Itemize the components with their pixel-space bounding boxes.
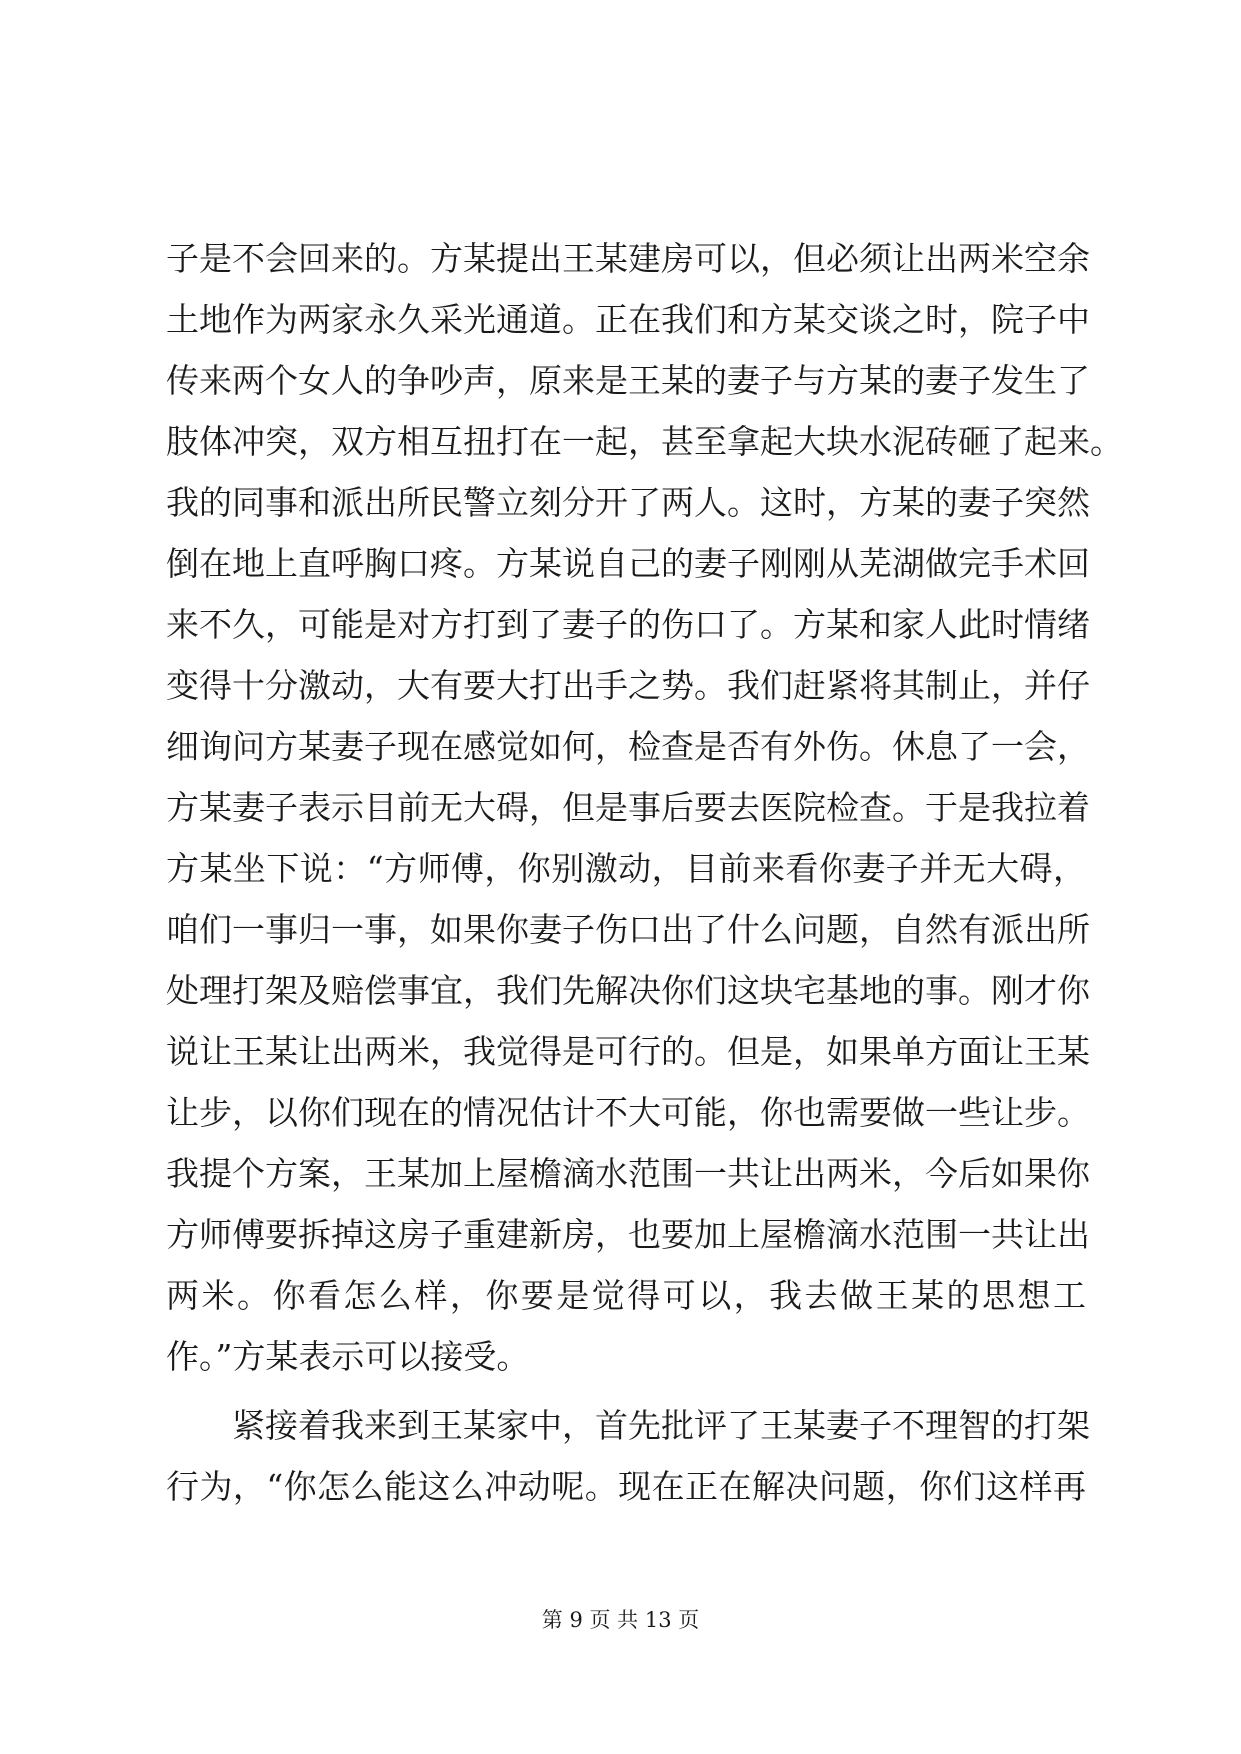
text-line: 我提个方案，王某加上屋檐滴水范围一共让出两米，今后如果你 [166, 1154, 1090, 1193]
text-line: 倒在地上直呼胸口疼。方某说自己的妻子刚刚从芜湖做完手术回 [166, 544, 1090, 583]
text-line: 细询问方某妻子现在感觉如何，检查是否有外伤。休息了一会， [166, 727, 1090, 766]
text-line: 方某妻子表示目前无大碍，但是事后要去医院检查。于是我拉着 [166, 788, 1090, 827]
paragraph-gap [166, 1387, 1086, 1395]
text-line: 紧接着我来到王某家中，首先批评了王某妻子不理智的打架 [232, 1406, 1090, 1445]
text-line: 让步，以你们现在的情况估计不大可能，你也需要做一些让步。 [166, 1093, 1090, 1132]
text-line: 方某坐下说：“方师傅，你别激动，目前来看你妻子并无大碍， [166, 849, 1086, 888]
text-line: 行为，“你怎么能这么冲动呢。现在正在解决问题，你们这样再 [166, 1467, 1086, 1506]
text-line: 处理打架及赔偿事宜，我们先解决你们这块宅基地的事。刚才你 [166, 971, 1090, 1010]
text-line: 子是不会回来的。方某提出王某建房可以，但必须让出两米空余 [166, 239, 1090, 278]
text-line: 土地作为两家永久采光通道。正在我们和方某交谈之时，院子中 [166, 300, 1090, 339]
text-line: 传来两个女人的争吵声，原来是王某的妻子与方某的妻子发生了 [166, 361, 1090, 400]
page-footer: 第 9 页 共 13 页 [541, 1608, 700, 1632]
text-line: 肢体冲突，双方相互扭打在一起，甚至拿起大块水泥砖砸了起来。 [166, 422, 1123, 461]
text-line: 两米。你看怎么样，你要是觉得可以，我去做王某的思想工 [166, 1276, 1086, 1315]
paragraph [166, 228, 1123, 1387]
text-line: 说让王某让出两米，我觉得是可行的。但是，如果单方面让王某 [166, 1032, 1090, 1071]
body-text [166, 228, 1123, 1517]
text-line: 咱们一事归一事，如果你妻子伤口出了什么问题，自然有派出所 [166, 910, 1090, 949]
text-line: 作。”方某表示可以接受。 [166, 1337, 530, 1376]
text-line: 变得十分激动，大有要大打出手之势。我们赶紧将其制止，并仔 [166, 666, 1090, 705]
text-line: 来不久，可能是对方打到了妻子的伤口了。方某和家人此时情绪 [166, 605, 1090, 644]
paragraph [166, 1395, 1090, 1517]
text-line: 我的同事和派出所民警立刻分开了两人。这时，方某的妻子突然 [166, 483, 1090, 522]
text-line: 方师傅要拆掉这房子重建新房，也要加上屋檐滴水范围一共让出 [166, 1215, 1090, 1254]
